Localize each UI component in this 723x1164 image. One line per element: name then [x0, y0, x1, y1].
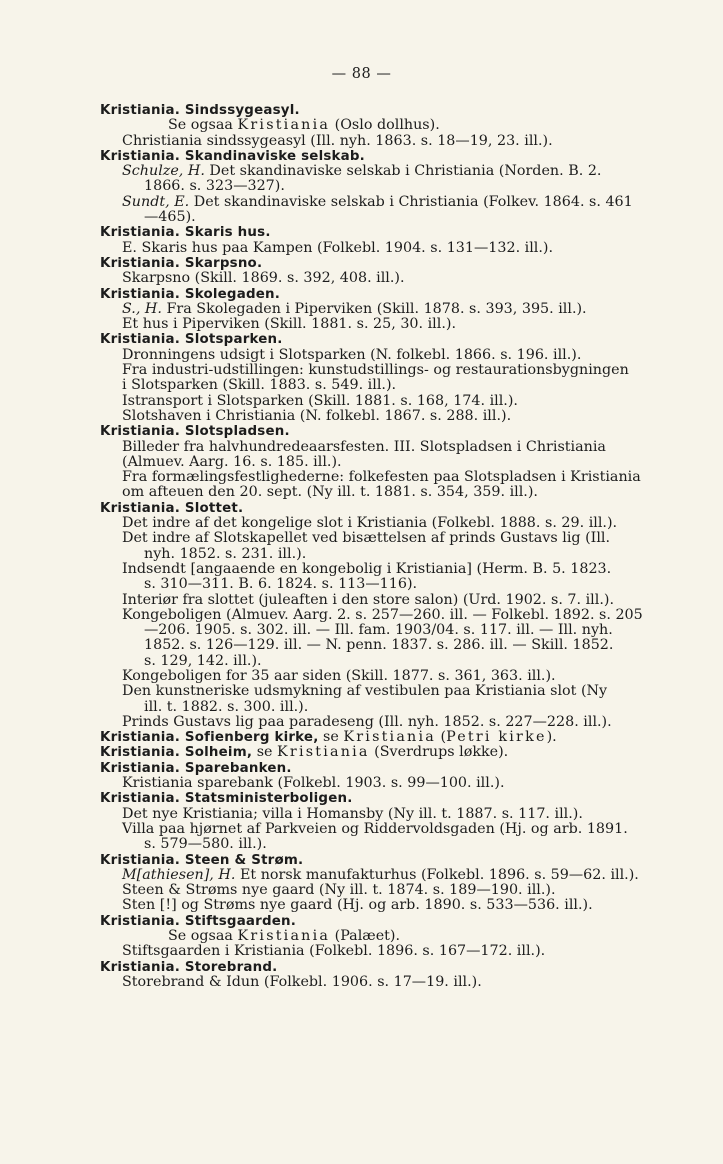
citation-line: Christiania sindssygeasyl (Ill. nyh. 1863. s. 18—19, 23. ill.).: [122, 132, 553, 149]
citation-line: s. 579—580. ill.).: [144, 836, 267, 853]
citation-line: s. 310—311. B. 6. 1824. s. 113—116).: [144, 576, 418, 593]
index-entry: [100, 149, 670, 225]
index-entry: [100, 501, 670, 730]
index-entry: [100, 960, 670, 991]
index-entry: [100, 730, 670, 745]
citation-line: Det indre af det kongelige slot i Kristiania (Folkebl. 1888. s. 29. ill.).: [122, 515, 618, 532]
citation-line: Billeder fra halvhundredeaarsfesten. III. Slotspladsen i Christiania: [122, 438, 606, 455]
index-entry: [100, 424, 670, 500]
page-number: — 88 —: [331, 66, 392, 82]
citation-line: Kongeboligen for 35 aar siden (Skill. 1877. s. 361, 363. ill.).: [122, 667, 556, 684]
citation-line: Dronningens udsigt i Slotsparken (N. folkebl. 1866. s. 196. ill.).: [122, 346, 582, 363]
index-entry: [100, 287, 670, 333]
citation-line: Kristiania sparebank (Folkebl. 1903. s. 99—100. ill.).: [122, 775, 505, 792]
citation-line: —206. 1905. s. 302. ill. — Ill. fam. 1903/04. s. 117. ill. — Ill. nyh.: [144, 622, 613, 639]
citation-line: Se ogsaa Kristiania (Oslo dollhus).: [168, 117, 440, 134]
citation-line: s. 129, 142. ill.).: [144, 652, 262, 669]
entry-heading: Kristiania. Storebrand.: [100, 959, 278, 975]
citation-line: om afteuen den 20. sept. (Ny ill. t. 1881. s. 354, 359. ill.).: [122, 484, 538, 501]
index-entry: [100, 791, 670, 852]
citation-line: Prinds Gustavs lig paa paradeseng (Ill. nyh. 1852. s. 227—228. ill.).: [122, 713, 612, 730]
index-entry: [100, 256, 670, 287]
citation-line: Stiftsgaarden i Kristiania (Folkebl. 1896. s. 167—172. ill.).: [122, 943, 546, 960]
citation-line: Fra industri-udstillingen: kunstudstillings- og restaurationsbygningen: [122, 362, 629, 379]
index-entry: [100, 225, 670, 256]
citation-line: Sundt, E. Det skandinaviske selskab i Christiania (Folkev. 1864. s. 461: [122, 193, 633, 210]
citation-line: Kongeboligen (Almuev. Aarg. 2. s. 257—260. ill. — Folkebl. 1892. s. 205: [122, 606, 643, 623]
citation-line: Storebrand & Idun (Folkebl. 1906. s. 17—19. ill.).: [122, 973, 482, 990]
entry-heading: Kristiania. Slottet.: [100, 500, 244, 516]
citation-line: Skarpsno (Skill. 1869. s. 392, 408. ill.).: [122, 270, 405, 287]
entry-heading: Kristiania. Slotspladsen.: [100, 424, 290, 440]
citation-line: Den kunstneriske udsmykning af vestibulen paa Kristiania slot (Ny: [122, 683, 608, 700]
citation-line: M[athiesen], H. Et norsk manufakturhus (Folkebl. 1896. s. 59—62. ill.).: [122, 866, 639, 883]
citation-line: Det indre af Slotskapellet ved bisættelsen af prinds Gustavs lig (Ill.: [122, 530, 611, 547]
index-entry: [100, 914, 670, 960]
citation-line: nyh. 1852. s. 231. ill.).: [144, 545, 307, 562]
citation-line: 1866. s. 323—327).: [144, 178, 285, 195]
entry-heading: Kristiania. Statsministerboligen.: [100, 791, 353, 807]
citation-line: Et hus i Piperviken (Skill. 1881. s. 25, 30. ill.).: [122, 316, 456, 333]
index-entry: [100, 761, 670, 792]
index-entry: [100, 853, 670, 914]
entry-heading: Kristiania. Steen & Strøm.: [100, 852, 304, 868]
entry-heading: Kristiania. Solheim, se Kristiania (Sverdrups løkke).: [100, 744, 509, 761]
entry-heading: Kristiania. Slotsparken.: [100, 332, 283, 348]
citation-line: i Slotsparken (Skill. 1883. s. 549. ill.).: [122, 377, 397, 394]
citation-line: —465).: [144, 209, 196, 226]
citation-line: ill. t. 1882. s. 300. ill.).: [144, 698, 309, 715]
citation-line: S., H. Fra Skolegaden i Piperviken (Skill. 1878. s. 393, 395. ill.).: [122, 300, 587, 317]
citation-line: Sten [!] og Strøms nye gaard (Hj. og arb. 1890. s. 533—536. ill.).: [122, 897, 593, 914]
entry-heading: Kristiania. Skandinaviske selskab.: [100, 148, 365, 164]
citation-line: Schulze, H. Det skandinaviske selskab i Christiania (Norden. B. 2.: [122, 163, 602, 180]
entry-heading: Kristiania. Stiftsgaarden.: [100, 913, 297, 929]
entry-heading: Kristiania. Sparebanken.: [100, 760, 292, 776]
citation-line: Se ogsaa Kristiania (Palæet).: [168, 928, 401, 945]
citation-line: (Almuev. Aarg. 16. s. 185. ill.).: [122, 453, 342, 470]
index-entry: [100, 103, 670, 149]
citation-line: Det nye Kristiania; villa i Homansby (Ny ill. t. 1887. s. 117. ill.).: [122, 805, 583, 822]
entry-heading: Kristiania. Skaris hus.: [100, 225, 271, 241]
citation-line: Interiør fra slottet (juleaften i den store salon) (Urd. 1902. s. 7. ill.).: [122, 591, 614, 608]
entry-heading: Kristiania. Skarpsno.: [100, 255, 263, 271]
index-entry: [100, 332, 670, 424]
citation-line: Fra formælingsfestlighederne: folkefesten paa Slotspladsen i Kristiania: [122, 469, 641, 486]
index-entries: [100, 103, 670, 990]
entry-heading: Kristiania. Sofienberg kirke, se Kristiania (Petri kirke).: [100, 729, 557, 746]
citation-line: Slotshaven i Christiania (N. folkebl. 1867. s. 288. ill.).: [122, 407, 512, 424]
citation-line: E. Skaris hus paa Kampen (Folkebl. 1904. s. 131—132. ill.).: [122, 239, 554, 256]
citation-line: 1852. s. 126—129. ill. — N. penn. 1837. s. 286. ill. — Skill. 1852.: [144, 637, 614, 654]
citation-line: Steen & Strøms nye gaard (Ny ill. t. 1874. s. 189—190. ill.).: [122, 882, 556, 899]
index-entry: [100, 745, 670, 760]
entry-heading: Kristiania. Skolegaden.: [100, 286, 281, 302]
citation-line: Villa paa hjørnet af Parkveien og Riddervoldsgaden (Hj. og arb. 1891.: [122, 820, 628, 837]
entry-heading: Kristiania. Sindssygeasyl.: [100, 103, 300, 118]
citation-line: Indsendt [angaaende en kongebolig i Kristiania] (Herm. B. 5. 1823.: [122, 560, 612, 577]
citation-line: Istransport i Slotsparken (Skill. 1881. s. 168, 174. ill.).: [122, 392, 518, 409]
